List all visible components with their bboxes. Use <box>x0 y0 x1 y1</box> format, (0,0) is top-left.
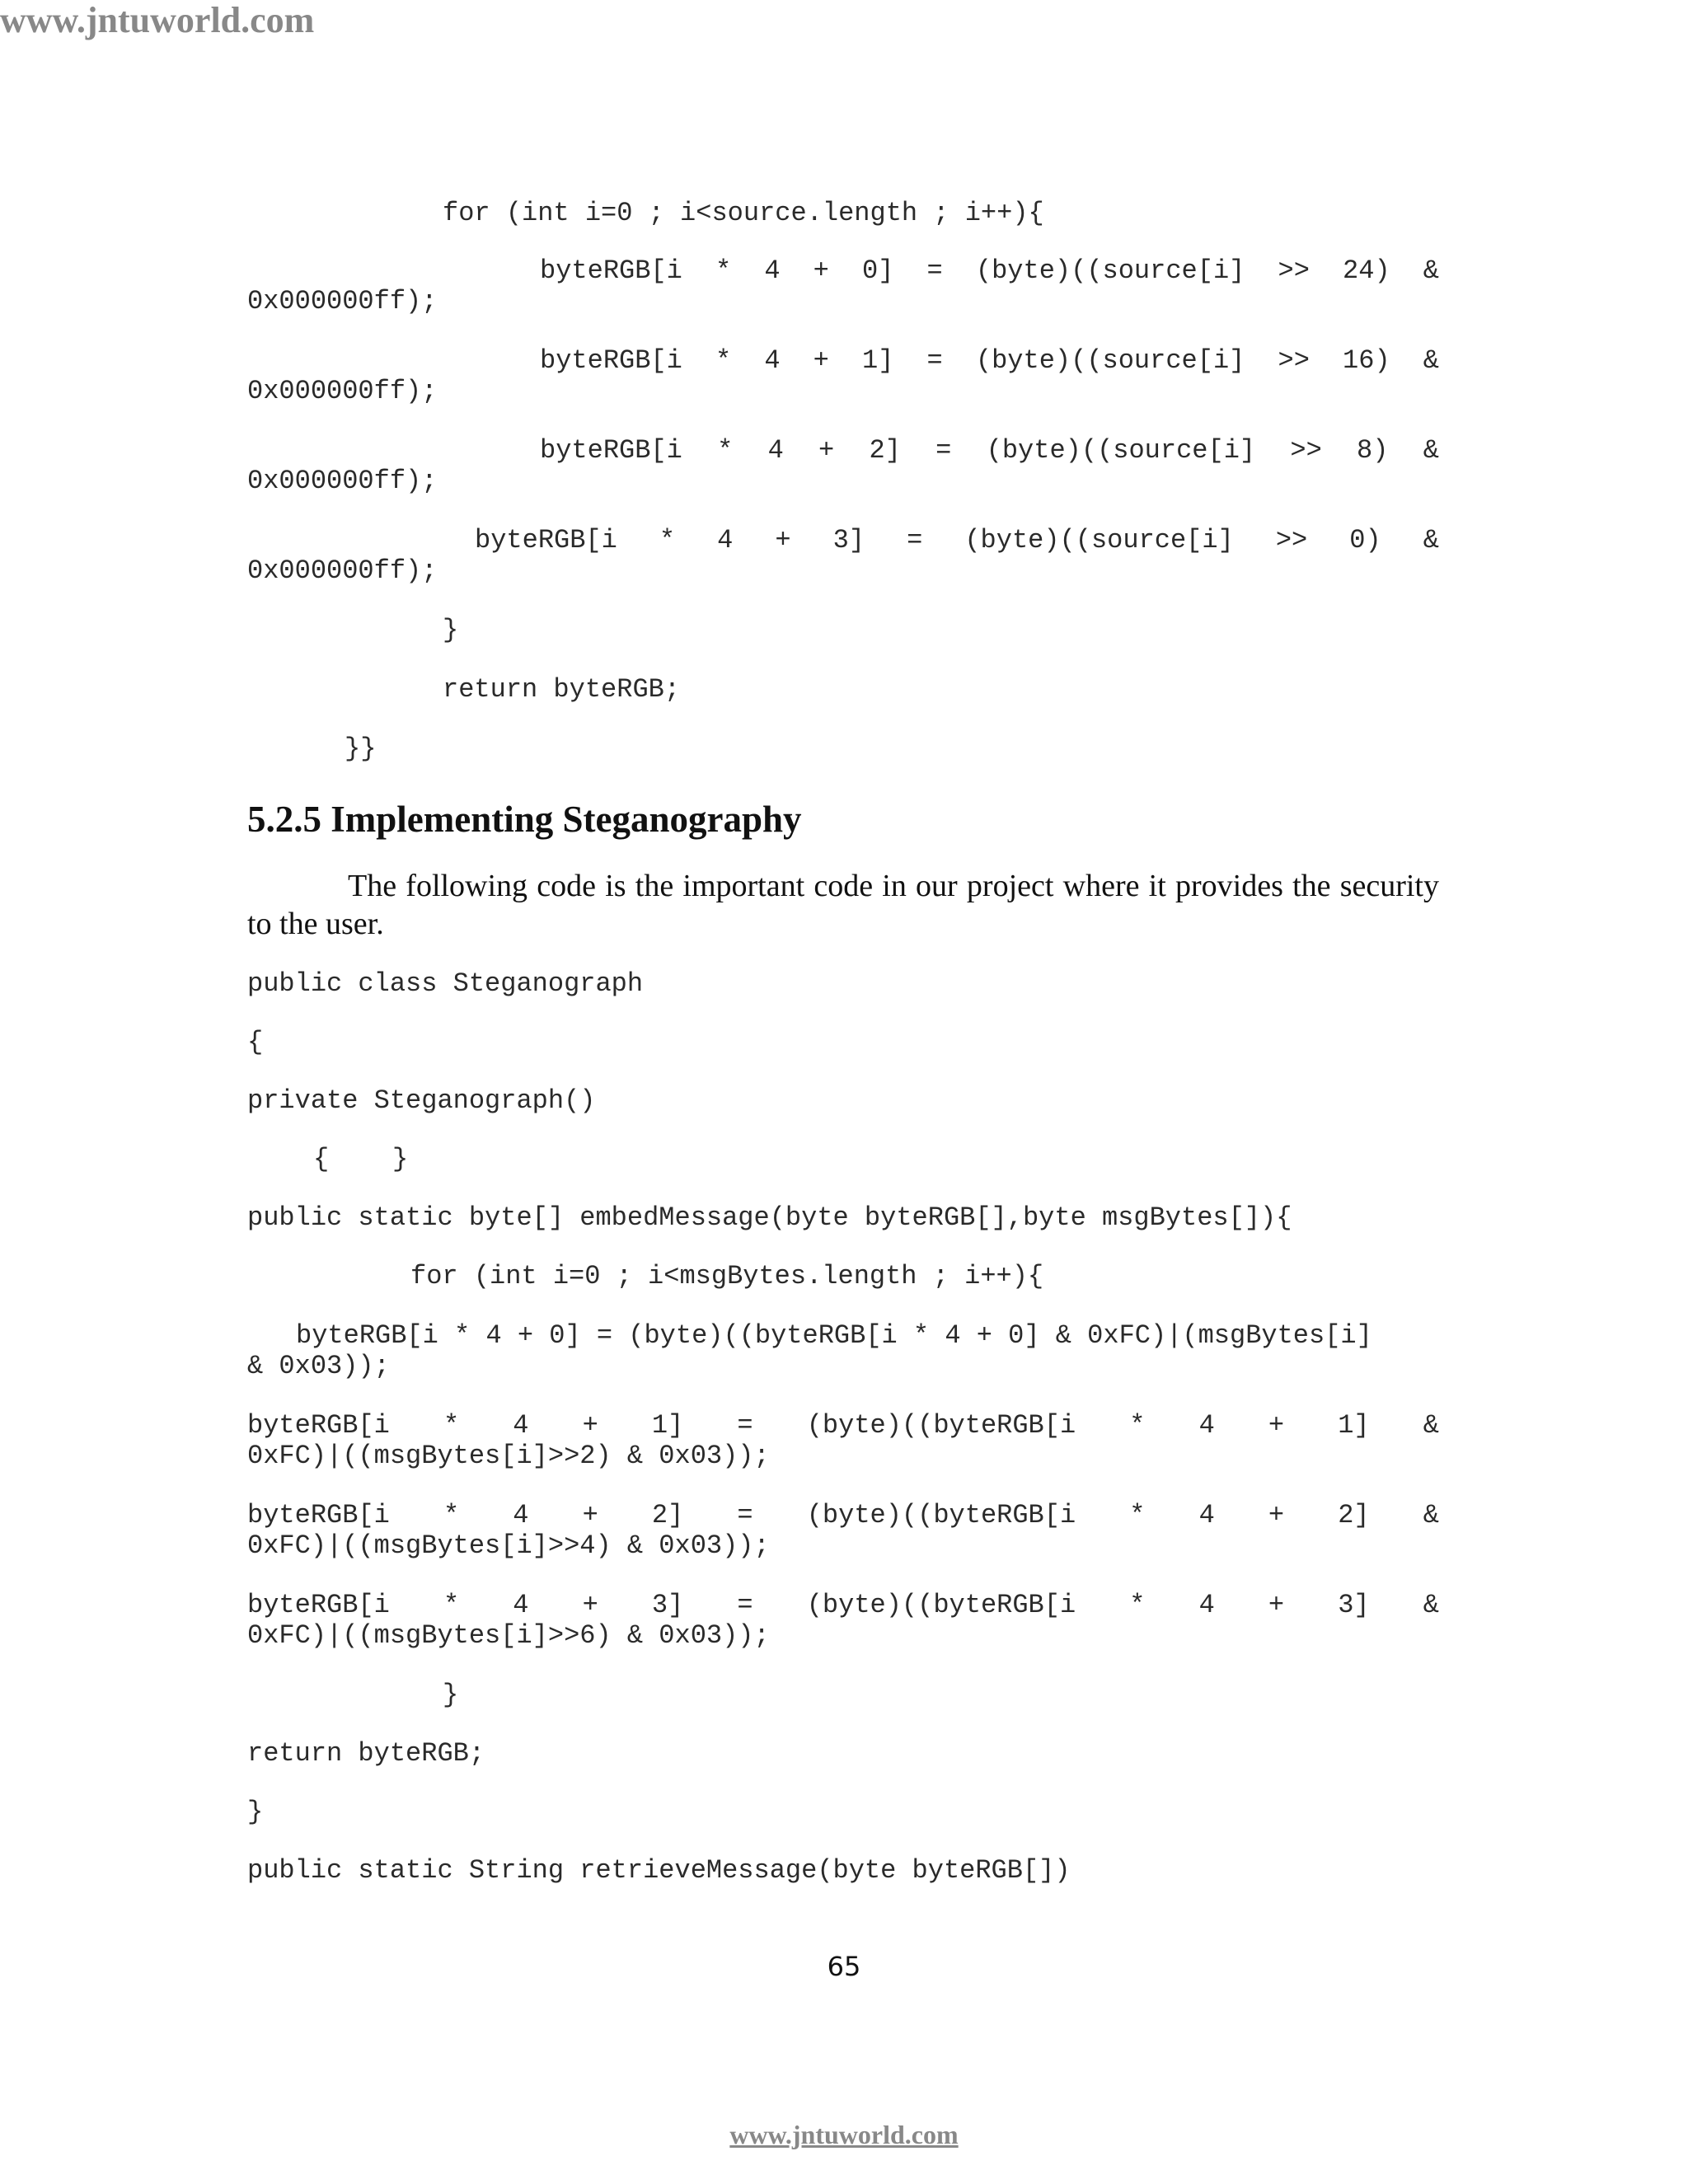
code-token: = <box>737 1500 753 1530</box>
code-line-3b: 0x000000ff); <box>247 466 438 496</box>
code-token: + <box>1268 1500 1285 1530</box>
code-token: = <box>935 435 952 466</box>
code-token: + <box>1268 1410 1285 1441</box>
code-line-1a-tokens <box>540 255 1439 286</box>
code-line-1b: 0x000000ff); <box>247 286 438 316</box>
code-token: + <box>582 1410 598 1441</box>
code-token: >> <box>1278 255 1310 286</box>
code-token: & <box>1423 1590 1439 1620</box>
code-return: return byteRGB; <box>443 674 681 705</box>
code-token: byteRGB[i <box>247 1500 390 1530</box>
code-token: 4 <box>513 1410 529 1441</box>
code-token: * <box>1129 1500 1146 1530</box>
code-embed1-b: 0xFC)|((msgBytes[i]>>2) & 0x03)); <box>247 1441 770 1471</box>
code-token: 4 <box>717 525 734 555</box>
code-token: (byte)((byteRGB[i <box>806 1590 1076 1620</box>
code-line-2a-tokens <box>540 345 1439 376</box>
code-for-loop: for (int i=0 ; i<source.length ; i++){ <box>443 198 1044 228</box>
code-token: + <box>1268 1590 1285 1620</box>
section-heading: 5.2.5 Implementing Steganography <box>247 799 802 840</box>
code-token: 0] <box>862 255 894 286</box>
code-token: + <box>582 1500 598 1530</box>
code-token: 2] <box>869 435 901 466</box>
code-token: * <box>715 255 732 286</box>
code-token: = <box>926 255 943 286</box>
code-embed2-b: 0xFC)|((msgBytes[i]>>4) & 0x03)); <box>247 1530 770 1561</box>
code-embed2-a <box>247 1500 1439 1530</box>
code-token: = <box>737 1410 753 1441</box>
code-method-close: } <box>247 1797 264 1827</box>
code-line-4b: 0x000000ff); <box>247 555 438 586</box>
code-embed3-b: 0xFC)|((msgBytes[i]>>6) & 0x03)); <box>247 1620 770 1651</box>
code-line-4a-tokens <box>475 525 1439 555</box>
code-token: byteRGB[i <box>247 1410 390 1441</box>
code-open-brace: { <box>247 1027 264 1057</box>
code-token: 2] <box>651 1500 684 1530</box>
code-token: 0) <box>1349 525 1381 555</box>
code-token: 4 <box>1198 1590 1215 1620</box>
code-double-close: }} <box>345 733 377 764</box>
code-token: + <box>775 525 791 555</box>
code-token: * <box>443 1500 460 1530</box>
code-token: 4 <box>513 1500 529 1530</box>
footer-site-link[interactable]: www.jntuworld.com <box>729 2120 959 2149</box>
page-number: 65 <box>827 1951 861 1982</box>
code-token: (byte)((source[i] <box>975 345 1245 376</box>
code-token: (byte)((source[i] <box>986 435 1256 466</box>
code-token: (byte)((source[i] <box>964 525 1234 555</box>
code-token: * <box>1129 1590 1146 1620</box>
code-embed0-b: & 0x03)); <box>247 1351 390 1381</box>
code-token: 16) <box>1343 345 1390 376</box>
code-line-1a <box>247 255 1439 286</box>
code-token: 24) <box>1343 255 1390 286</box>
code-token: byteRGB[i <box>540 435 682 466</box>
code-token: 8) <box>1357 435 1389 466</box>
code-token: (byte)((byteRGB[i <box>806 1500 1076 1530</box>
code-token: byteRGB[i <box>475 525 617 555</box>
code-token: + <box>818 435 835 466</box>
code-token: * <box>443 1590 460 1620</box>
section-paragraph: The following code is the important code in our project where it provides the security to the user. <box>247 869 1439 941</box>
code-close-brace: } <box>443 615 459 645</box>
code-token: 4 <box>1198 1500 1215 1530</box>
code-token: 3] <box>832 525 865 555</box>
code-token: = <box>737 1590 753 1620</box>
code-embed1-a <box>247 1410 1439 1441</box>
code-token: & <box>1423 525 1439 555</box>
code-token: >> <box>1290 435 1322 466</box>
code-token: = <box>926 345 943 376</box>
code-token: 4 <box>767 435 784 466</box>
code-token: 1] <box>862 345 894 376</box>
code-line-3a <box>247 435 1439 466</box>
code-token: + <box>813 345 829 376</box>
code-token: 4 <box>513 1590 529 1620</box>
code-embed-signature: public static byte[] embedMessage(byte byteRGB[],byte msgBytes[]){ <box>247 1202 1292 1233</box>
code-token: byteRGB[i <box>247 1590 390 1620</box>
code-token: & <box>1423 1410 1439 1441</box>
code-token: * <box>717 435 734 466</box>
code-token: * <box>1129 1410 1146 1441</box>
code-line-3a-tokens <box>540 435 1439 466</box>
code-token: + <box>813 255 829 286</box>
code-token: 4 <box>764 255 781 286</box>
code-line-2a <box>247 345 1439 376</box>
code-token: & <box>1423 345 1439 376</box>
header-site-link[interactable]: www.jntuworld.com <box>0 0 315 40</box>
code-token: 3] <box>651 1590 684 1620</box>
code-token: * <box>715 345 732 376</box>
code-token: * <box>443 1410 460 1441</box>
code-line-4a <box>247 525 1439 555</box>
code-token: + <box>582 1590 598 1620</box>
code-token: & <box>1423 435 1439 466</box>
code-embed-for-loop: for (int i=0 ; i<msgBytes.length ; i++){ <box>410 1261 1044 1291</box>
code-embed-return: return byteRGB; <box>247 1738 485 1769</box>
code-token: 1] <box>1338 1410 1370 1441</box>
code-token: & <box>1423 1500 1439 1530</box>
code-token: 1] <box>651 1410 684 1441</box>
code-token: byteRGB[i <box>540 345 682 376</box>
code-token: >> <box>1275 525 1308 555</box>
code-token: * <box>659 525 676 555</box>
code-empty-body: { } <box>313 1144 409 1174</box>
code-token: 2] <box>1338 1500 1370 1530</box>
code-constructor: private Steganograph() <box>247 1085 596 1116</box>
code-embed-close-brace: } <box>443 1680 459 1710</box>
code-token: >> <box>1278 345 1310 376</box>
code-line-2b: 0x000000ff); <box>247 376 438 406</box>
code-embed0-a: byteRGB[i * 4 + 0] = (byte)((byteRGB[i * 4 + 0] & 0xFC)|(msgBytes[i] <box>296 1320 1372 1351</box>
code-token: 3] <box>1338 1590 1370 1620</box>
code-class-decl: public class Steganograph <box>247 968 644 999</box>
code-token: 4 <box>764 345 781 376</box>
code-token: & <box>1423 255 1439 286</box>
code-token: = <box>907 525 923 555</box>
code-token: byteRGB[i <box>540 255 682 286</box>
code-token: (byte)((byteRGB[i <box>806 1410 1076 1441</box>
code-token: 4 <box>1198 1410 1215 1441</box>
code-embed3-a <box>247 1590 1439 1620</box>
code-retrieve-signature: public static String retrieveMessage(byte byteRGB[]) <box>247 1855 1071 1886</box>
code-token: (byte)((source[i] <box>975 255 1245 286</box>
